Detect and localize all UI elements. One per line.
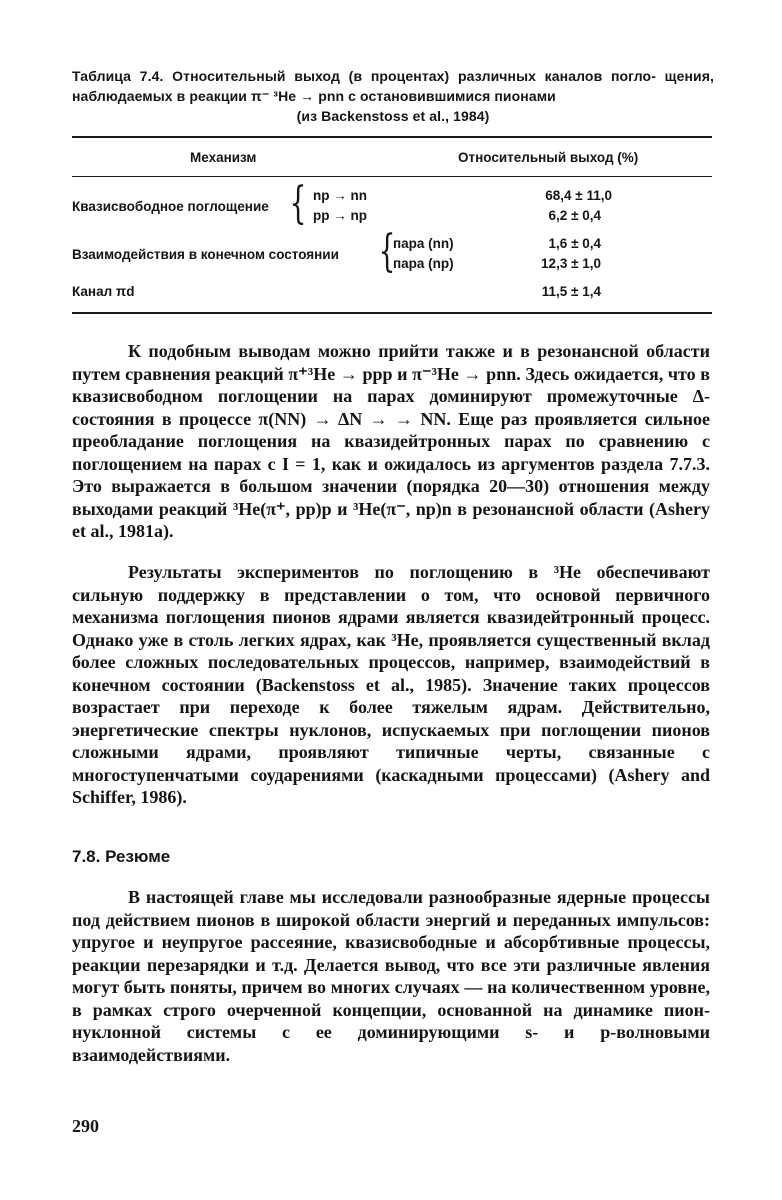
table-header-rule bbox=[72, 176, 712, 177]
sub-pair-np: пара (np) bbox=[393, 256, 454, 271]
sub-np-nn: np → nn bbox=[313, 188, 367, 203]
caption-line-1: Таблица 7.4. Относительный выход (в процентах) различных каналов погло- bbox=[72, 68, 656, 84]
header-mechanism: Механизм bbox=[190, 150, 257, 165]
group-pi-d: Канал πd bbox=[72, 284, 135, 299]
table-bottom-rule bbox=[72, 312, 712, 314]
caption-line-3: (из Backenstoss et al., 1984) bbox=[296, 108, 490, 124]
value-pp-np: 6,2 ± 0,4 bbox=[548, 208, 601, 223]
summary-paragraph bbox=[72, 886, 710, 1066]
value-pair-np: 12,3 ± 1,0 bbox=[541, 256, 601, 271]
caption-line-2: щения, наблюдаемых в реакции π⁻ ³He → pnn с остановившимися пионами bbox=[72, 68, 714, 104]
page-number: 290 bbox=[72, 1116, 99, 1136]
section-heading: 7.8. Резюме bbox=[72, 847, 171, 866]
value-np-nn: 68,4 ± 11,0 bbox=[545, 188, 612, 203]
brace-icon: { bbox=[289, 178, 307, 229]
summary-text: В настоящей главе мы исследовали разнообразные ядерные процессы под действием пионов в широкой области энергий и переданных импульсов: упругое и неупругое рассеяние, квазисвободные и абсорбтивные процессы, реакции перезарядки и т.д. Делается вывод, что все эти различные явления могут быть поняты, причем во многих случаях — на количественном уровне, в рамках строго очерченной концепции, основанной на динамике пион-нуклонной системы с ее доминирующими s- и p-волновыми взаимодействиями. bbox=[72, 887, 710, 1065]
table-caption bbox=[72, 66, 714, 126]
paragraph-1 bbox=[72, 340, 710, 543]
group-quasifree: Квазисвободное поглощение bbox=[72, 199, 269, 214]
header-yield: Относительный выход (%) bbox=[458, 150, 639, 165]
group-final-state: Взаимодействия в конечном состоянии bbox=[72, 247, 339, 262]
brace-icon: { bbox=[378, 226, 396, 277]
paragraph-1-text: К подобным выводам можно прийти также и в резонансной области путем сравнения реакций π⁺³He → ppp и π⁻³He → pnn. Здесь ожидается, что в квазисвободном поглощении на парах доминируют промежуточные Δ-состояния в процессе π(NN) → ΔN → → NN. Еще раз проявляется сильное преобладание поглощения на квазидейтронных парах по сравнению с поглощением на парах с I = 1, как и ожидалось из аргументов раздела 7.7.3. Это выражается в большом значении (порядка 20—30) отношения между выходами реакций ³He(π⁺, pp)p и ³He(π⁻, np)n в резонансной области (Ashery et al., 1981a). bbox=[72, 341, 710, 541]
paragraph-2-text: Результаты экспериментов по поглощению в ³He обеспечивают сильную поддержку в представлении о том, что основой первичного механизма поглощения пионов ядрами является квазидейтронный процесс. Однако уже в столь легких ядрах, как ³He, проявляется существенный вклад более сложных последовательных процессов, например, взаимодействий в конечном состоянии (Backenstoss et al., 1985). Значение таких процессов возрастает при переходе к более тяжелым ядрам. Действительно, энергетические спектры нуклонов, испускаемых при поглощении пионов сложными ядрами, проявляют типичные черты, связанные с многоступенчатыми соударениями (каскадными процессами) (Ashery and Schiffer, 1986). bbox=[72, 562, 710, 807]
sub-pair-nn: пара (nn) bbox=[393, 236, 454, 251]
paragraph-2 bbox=[72, 561, 710, 809]
value-pair-nn: 1,6 ± 0,4 bbox=[548, 236, 601, 251]
value-pi-d: 11,5 ± 1,4 bbox=[541, 284, 601, 299]
sub-pp-np: pp → np bbox=[313, 208, 367, 223]
table-top-rule bbox=[72, 136, 712, 138]
